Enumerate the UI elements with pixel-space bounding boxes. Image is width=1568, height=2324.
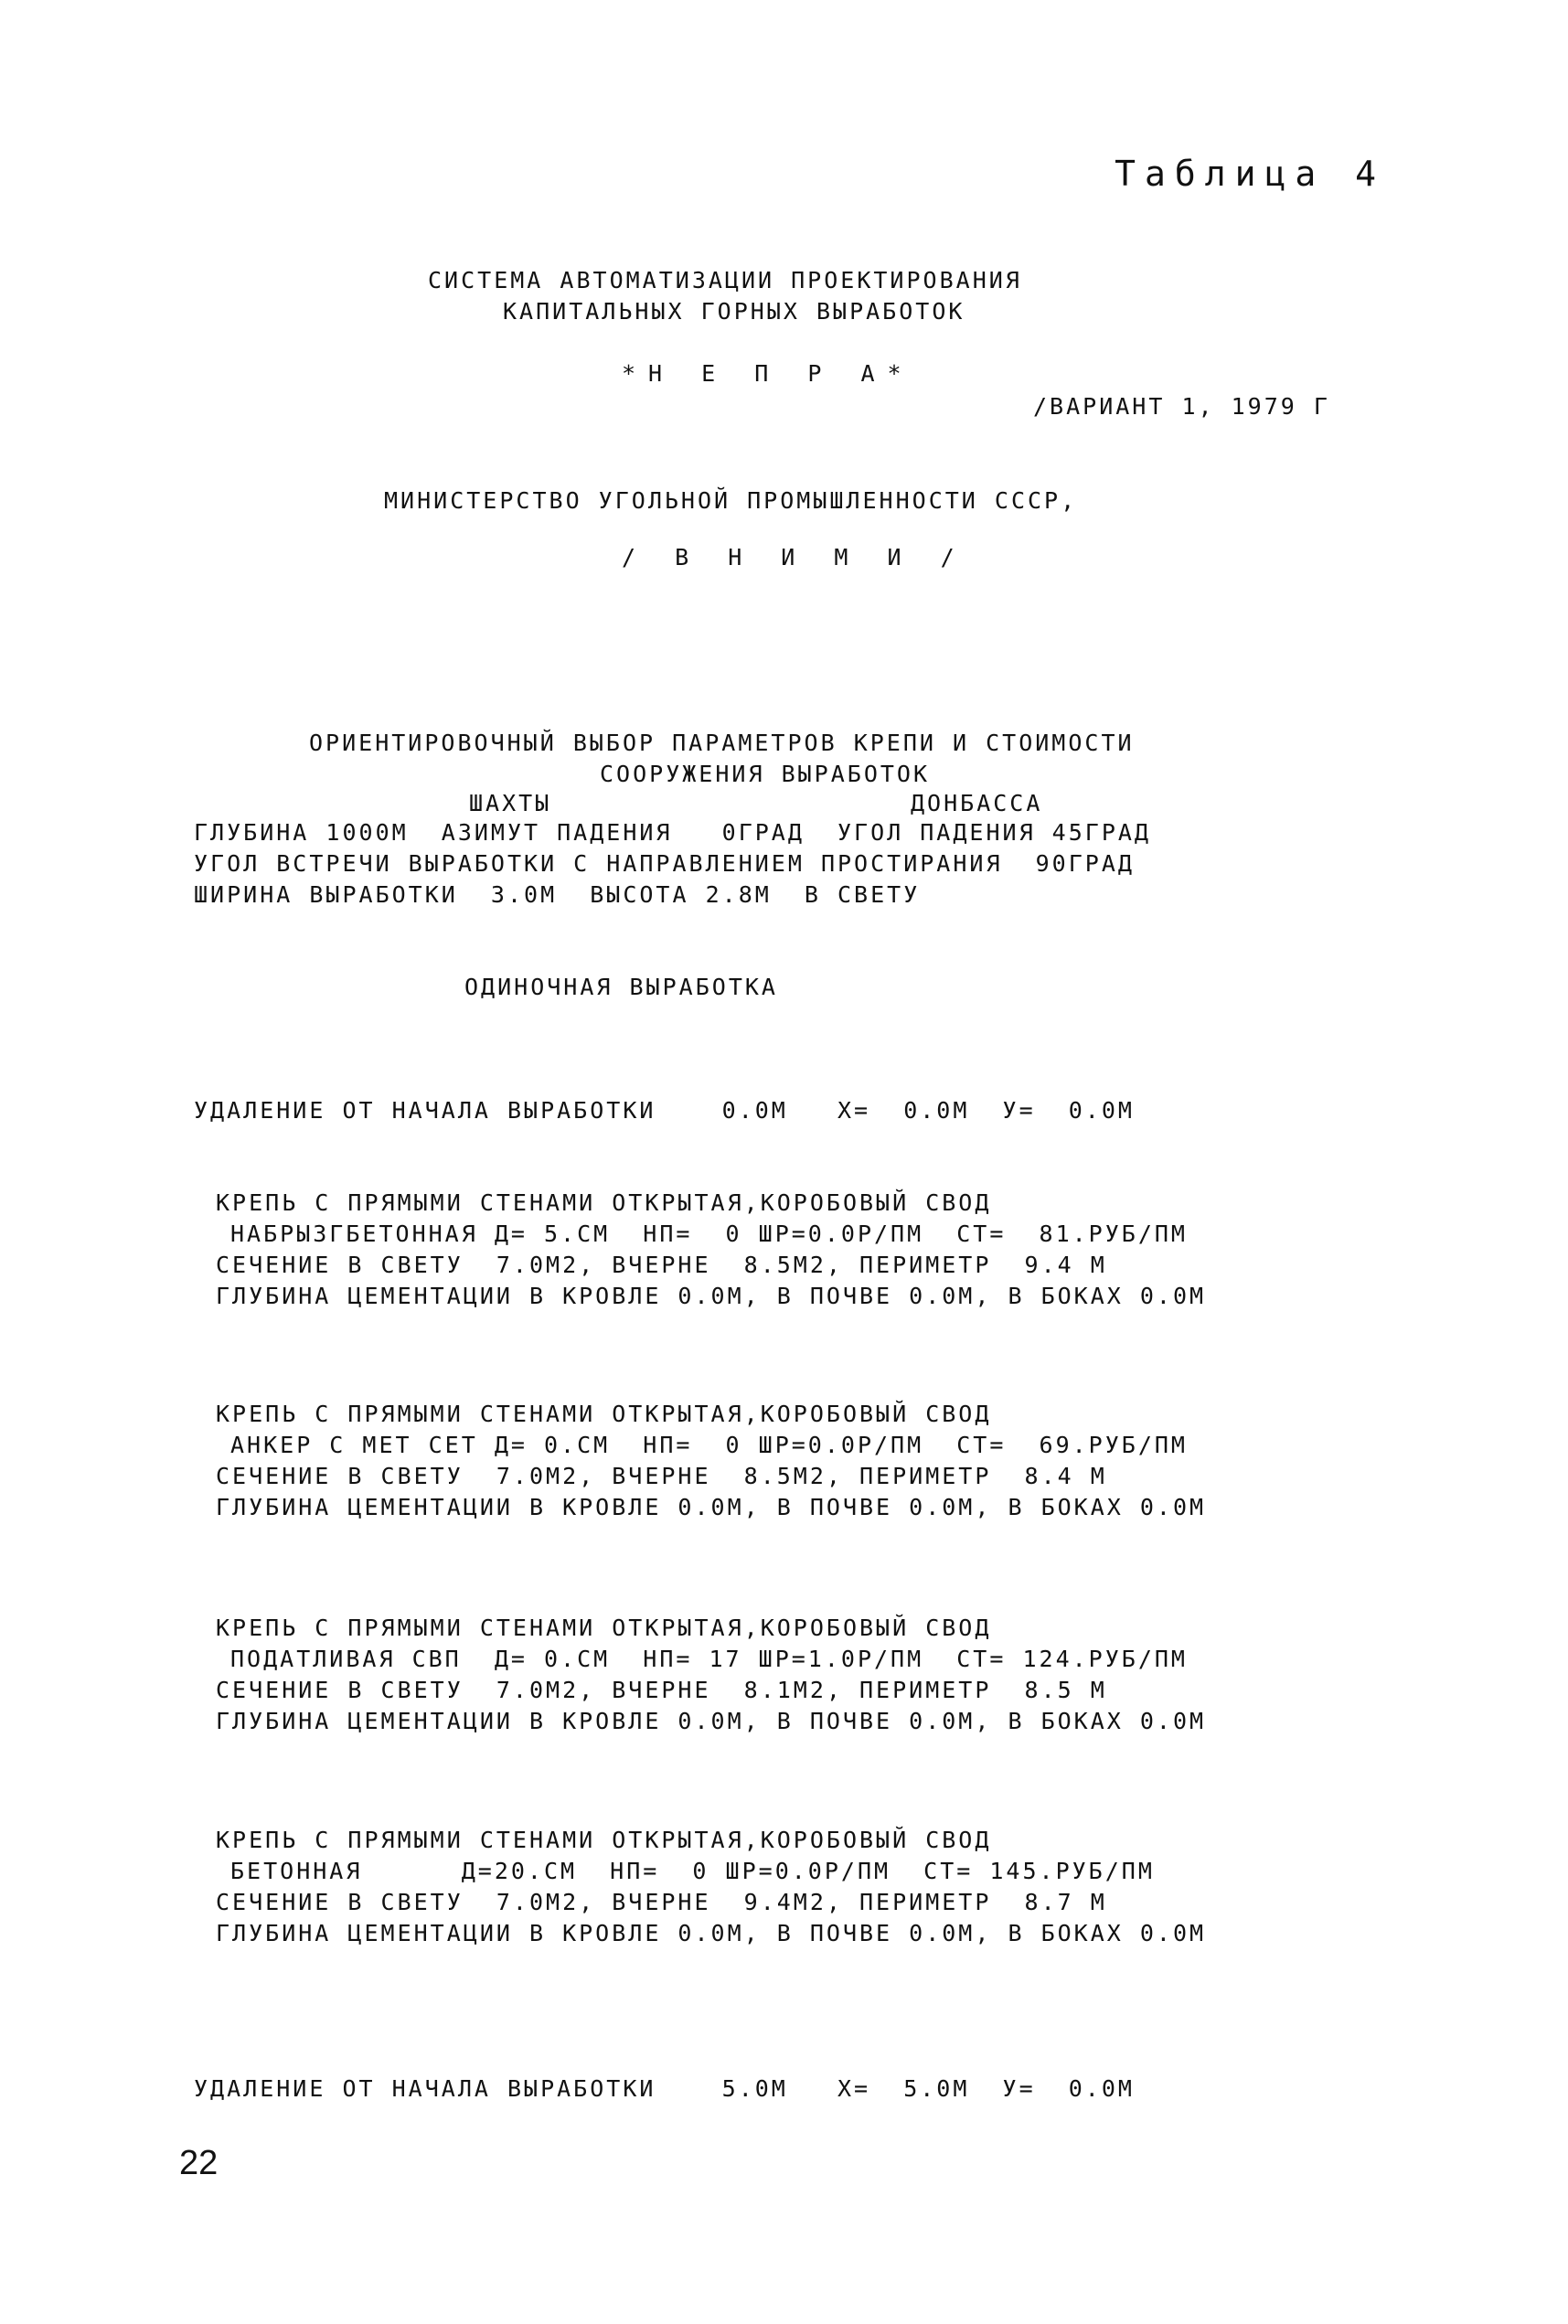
system-name: *Н Е П Р А* [622, 360, 914, 387]
institute-line: / В Н И М И / [622, 544, 967, 570]
ministry-line: МИНИСТЕРСТВО УГОЛЬНОЙ ПРОМЫШЛЕННОСТИ СССР, [384, 487, 1078, 514]
heading-line-1: ОРИЕНТИРОВОЧНЫЙ ВЫБОР ПАРАМЕТРОВ КРЕПИ И СТОИМОСТИ [309, 730, 1135, 756]
support-section-line: СЕЧЕНИЕ В СВЕТУ 7.0М2, ВЧЕРНЕ 8.5М2, ПЕРИМЕТР 8.4 М [216, 1463, 1107, 1489]
working-type: ОДИНОЧНАЯ ВЫРАБОТКА [464, 974, 778, 1000]
params-line-2: УГОЛ ВСТРЕЧИ ВЫРАБОТКИ С НАПРАВЛЕНИЕМ ПРОСТИРАНИЯ 90ГРАД [194, 850, 1135, 877]
system-line-2: КАПИТАЛЬНЫХ ГОРНЫХ ВЫРАБОТОК [503, 298, 965, 325]
support-params-line: ПОДАТЛИВАЯ СВП Д= 0.СМ НП= 17 ШР=1.0Р/ПМ СТ= 124.РУБ/ПМ [230, 1646, 1188, 1672]
system-line-1: СИСТЕМА АВТОМАТИЗАЦИИ ПРОЕКТИРОВАНИЯ [428, 267, 1022, 293]
support-section-line: СЕЧЕНИЕ В СВЕТУ 7.0М2, ВЧЕРНЕ 9.4М2, ПЕРИМЕТР 8.7 М [216, 1889, 1107, 1915]
distance-line-2: УДАЛЕНИЕ ОТ НАЧАЛА ВЫРАБОТКИ 5.0М Х= 5.0М У= 0.0М [194, 2075, 1135, 2102]
table-title: Таблица 4 [1115, 154, 1385, 194]
support-cementation-line: ГЛУБИНА ЦЕМЕНТАЦИИ В КРОВЛЕ 0.0М, В ПОЧВЕ 0.0М, В БОКАХ 0.0М [216, 1494, 1207, 1520]
support-section-line: СЕЧЕНИЕ В СВЕТУ 7.0М2, ВЧЕРНЕ 8.5М2, ПЕРИМЕТР 9.4 М [216, 1252, 1107, 1278]
support-type-line: КРЕПЬ С ПРЯМЫМИ СТЕНАМИ ОТКРЫТАЯ,КОРОБОВЫЙ СВОД [216, 1401, 992, 1427]
support-type-line: КРЕПЬ С ПРЯМЫМИ СТЕНАМИ ОТКРЫТАЯ,КОРОБОВЫЙ СВОД [216, 1827, 992, 1853]
params-line-1: ГЛУБИНА 1000М АЗИМУТ ПАДЕНИЯ 0ГРАД УГОЛ ПАДЕНИЯ 45ГРАД [194, 819, 1151, 846]
support-params-line: АНКЕР С МЕТ СЕТ Д= 0.СМ НП= 0 ШР=0.0Р/ПМ СТ= 69.РУБ/ПМ [230, 1432, 1188, 1458]
support-section-line: СЕЧЕНИЕ В СВЕТУ 7.0М2, ВЧЕРНЕ 8.1М2, ПЕРИМЕТР 8.5 М [216, 1677, 1107, 1703]
mine-label: ШАХТЫ [469, 790, 552, 816]
support-params-line: НАБРЫЗГБЕТОННАЯ Д= 5.СМ НП= 0 ШР=0.0Р/ПМ СТ= 81.РУБ/ПМ [230, 1221, 1188, 1247]
heading-line-2: СООРУЖЕНИЯ ВЫРАБОТОК [600, 761, 931, 787]
support-cementation-line: ГЛУБИНА ЦЕМЕНТАЦИИ В КРОВЛЕ 0.0М, В ПОЧВЕ 0.0М, В БОКАХ 0.0М [216, 1920, 1207, 1946]
basin-label: ДОНБАССА [911, 790, 1043, 816]
variant-label: /ВАРИАНТ 1, 1979 Г [1033, 393, 1330, 420]
support-cementation-line: ГЛУБИНА ЦЕМЕНТАЦИИ В КРОВЛЕ 0.0М, В ПОЧВЕ 0.0М, В БОКАХ 0.0М [216, 1283, 1207, 1309]
params-line-3: ШИРИНА ВЫРАБОТКИ 3.0М ВЫСОТА 2.8М В СВЕТУ [194, 881, 921, 908]
page-number: 22 [179, 2144, 219, 2182]
support-params-line: БЕТОННАЯ Д=20.СМ НП= 0 ШР=0.0Р/ПМ СТ= 145.РУБ/ПМ [230, 1858, 1155, 1884]
support-type-line: КРЕПЬ С ПРЯМЫМИ СТЕНАМИ ОТКРЫТАЯ,КОРОБОВЫЙ СВОД [216, 1189, 992, 1216]
distance-line-1: УДАЛЕНИЕ ОТ НАЧАЛА ВЫРАБОТКИ 0.0М Х= 0.0М У= 0.0М [194, 1097, 1135, 1124]
support-type-line: КРЕПЬ С ПРЯМЫМИ СТЕНАМИ ОТКРЫТАЯ,КОРОБОВЫЙ СВОД [216, 1615, 992, 1641]
support-cementation-line: ГЛУБИНА ЦЕМЕНТАЦИИ В КРОВЛЕ 0.0М, В ПОЧВЕ 0.0М, В БОКАХ 0.0М [216, 1708, 1207, 1734]
